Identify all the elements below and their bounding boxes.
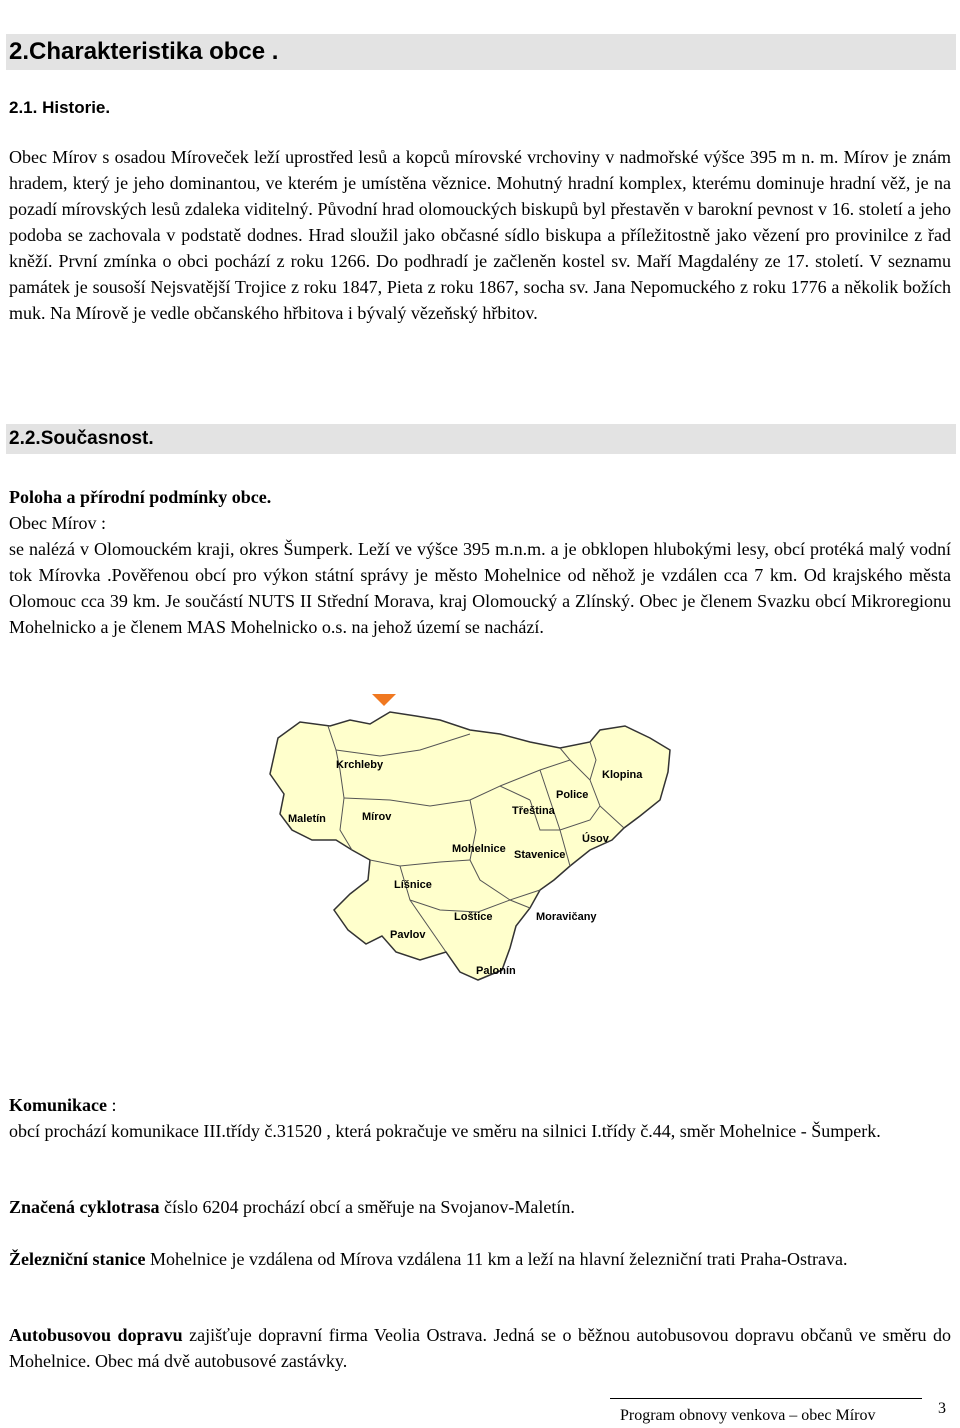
footer-text: Program obnovy venkova – obec Mírov [620,1407,876,1424]
zeleznice-text: Mohelnice je vzdálena od Mírova vzdálena 11 km a leží na hlavní železniční trati Praha-Ostrava. [145,1249,848,1269]
footer-rule [610,1398,922,1399]
map-label: Mírov [362,811,392,823]
map-label: Pavlov [390,929,426,941]
komunikace-colon: : [107,1095,117,1115]
map-label: Třeština [512,805,555,817]
map-marker [372,694,396,706]
cyklo-text: číslo 6204 prochází obcí a směřuje na Svojanov-Maletín. [159,1197,575,1217]
location-paragraph: se nalézá v Olomouckém kraji, okres Šumperk. Leží ve výšce 395 m.n.m. a je obklopen hlubokými lesy, obcí protéká malý vodní tok Mírovka .Pověřenou obcí pro výkon státní správy je město Mohelnice od něhož je vzdálen cca 7 km. Od krajského města Olomouc cca 39 km. Je součástí NUTS II Střední Morava, kraj Olomoucký a Zlínský. Obec je členem Svazku obcí Mikroregionu Mohelnicko a je členem MAS Mohelnicko o.s. na jehož území se nachází. [9,539,951,637]
cyklo-label: Značená cyklotrasa [9,1197,160,1217]
map-label: Stavenice [514,849,566,861]
section-heading-present: 2.2.Současnost. [9,428,154,449]
map-label: Moravičany [536,911,597,923]
map-label: Krchleby [336,759,384,771]
map-label: Líšnice [394,879,432,891]
obec-label: Obec Mírov : [9,513,106,533]
map-label: Klopina [602,769,643,781]
komunikace-paragraph: obcí prochází komunikace III.třídy č.31520 , která pokračuje ve směru na silnici I.třídy č.44, směr Mohelnice - Šumperk. [9,1121,881,1141]
location-heading: Poloha a přírodní podmínky obce. [9,487,272,507]
map-label: Maletín [288,813,326,825]
bus-paragraph [9,1322,951,1374]
map-label: Palonín [476,965,516,977]
history-paragraph: Obec Mírov s osadou Míroveček leží uprostřed lesů a kopců mírovské vrchoviny v nadmořské výšce 395 m n. m. Mírov je znám hradem, který je jeho dominantou, ve kterém je umístěna věznice. Mohutný hradní komplex, kterému dominuje hradní věž, je na pozadí mírovských lesů zdaleka viditelný. Původní hrad olomouckých biskupů byl přestavěn v barokní pevnost v 16. století a jeho podoba se zachovala v podstatě dodnes. Hrad sloužil jako občasné sídlo biskupa a příležitostně jako vězení pro provinilce z řad kněží. První zmínka o obci pochází z roku 1266. Do podhradí je začleněn kostel sv. Maří Magdalény ze 17. století. V seznamu památek je sousoší Nejsvatější Trojice z roku 1847, Pieta z roku 1867, socha sv. Jana Nepomuckého z roku 1776 a několik božích muk. Na Mírově je vedle občanského hřbitova i bývalý vězeňský hřbitov. [9,147,951,323]
bus-text: zajišťuje dopravní firma Veolia Ostrava. Jedná se o běžnou autobusovou dopravu občanů ve směru do Mohelnice. Obec má dvě autobusové zastávky. [9,1325,952,1371]
map-label: Loštice [454,911,493,923]
cyklo-paragraph [9,1194,951,1220]
page-title: 2.Charakteristika obce . [9,38,279,65]
region-map [240,690,720,990]
map-label: Úsov [582,833,609,845]
komunikace-heading [9,1092,117,1118]
page-number: 3 [938,1400,946,1417]
bus-label: Autobusovou dopravu [9,1325,183,1345]
zeleznice-label: Železniční stanice [9,1249,146,1269]
zeleznice-paragraph [9,1246,951,1272]
komunikace-label: Komunikace [9,1095,108,1115]
section-heading-history: 2.1. Historie. [9,98,111,117]
map-label: Mohelnice [452,843,506,855]
map-label: Police [556,789,589,801]
